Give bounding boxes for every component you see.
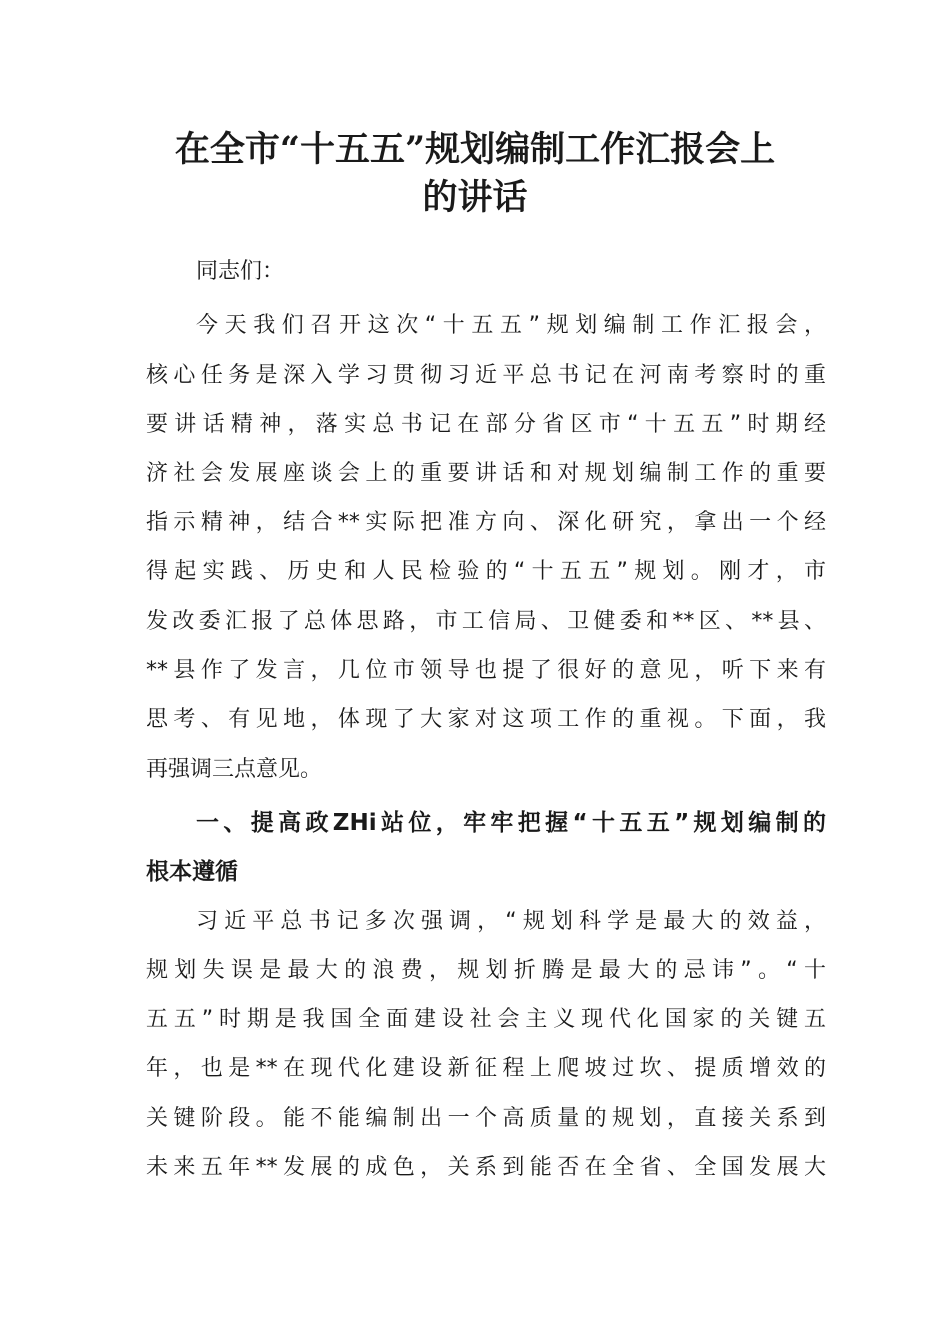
paragraph-1-line: 核心任务是深入学习贯彻习近平总书记在河南考察时的重 — [146, 363, 826, 388]
paragraph-2-line: 关键阶段。能不能编制出一个高质量的规划，直接关系到 — [146, 1106, 826, 1131]
paragraph-1-line: 发改委汇报了总体思路，市工信局、卫健委和**区、**县、 — [146, 609, 826, 634]
salutation: 同志们： — [196, 259, 285, 284]
paragraph-2-line: 未来五年**发展的成色，关系到能否在全省、全国发展大 — [146, 1155, 826, 1180]
paragraph-1-line: **县作了发言，几位市领导也提了很好的意见，听下来有 — [146, 658, 826, 683]
document-title-line-1: 在全市“十五五”规划编制工作汇报会上 — [174, 129, 776, 170]
paragraph-2-line: 年，也是**在现代化建设新征程上爬坡过坎、提质增效的 — [146, 1056, 826, 1081]
paragraph-2-line: 五五”时期是我国全面建设社会主义现代化国家的关键五 — [146, 1007, 826, 1032]
paragraph-1-line: 得起实践、历史和人民检验的“十五五”规划。刚才，市 — [146, 559, 826, 584]
section-1-heading-line: 根本遵循 — [146, 859, 238, 885]
paragraph-1-line: 今天我们召开这次“十五五”规划编制工作汇报会， — [196, 313, 826, 338]
document-title-line-2: 的讲话 — [422, 177, 528, 218]
paragraph-1-line: 思考、有见地，体现了大家对这项工作的重视。下面，我 — [146, 707, 826, 732]
paragraph-1-line: 要讲话精神，落实总书记在部分省区市“十五五”时期经 — [146, 412, 826, 437]
paragraph-2-line: 习近平总书记多次强调，“规划科学是最大的效益， — [196, 909, 826, 934]
paragraph-2-line: 规划失误是最大的浪费，规划折腾是最大的忌讳”。“十 — [146, 958, 826, 983]
paragraph-1-line: 再强调三点意见。 — [146, 757, 323, 782]
paragraph-1-line: 济社会发展座谈会上的重要讲话和对规划编制工作的重要 — [146, 461, 826, 486]
paragraph-1-line: 指示精神，结合**实际把准方向、深化研究，拿出一个经 — [146, 510, 826, 535]
section-1-heading-line: 一、提高政ZHi站位，牢牢把握“十五五”规划编制的 — [196, 810, 826, 836]
